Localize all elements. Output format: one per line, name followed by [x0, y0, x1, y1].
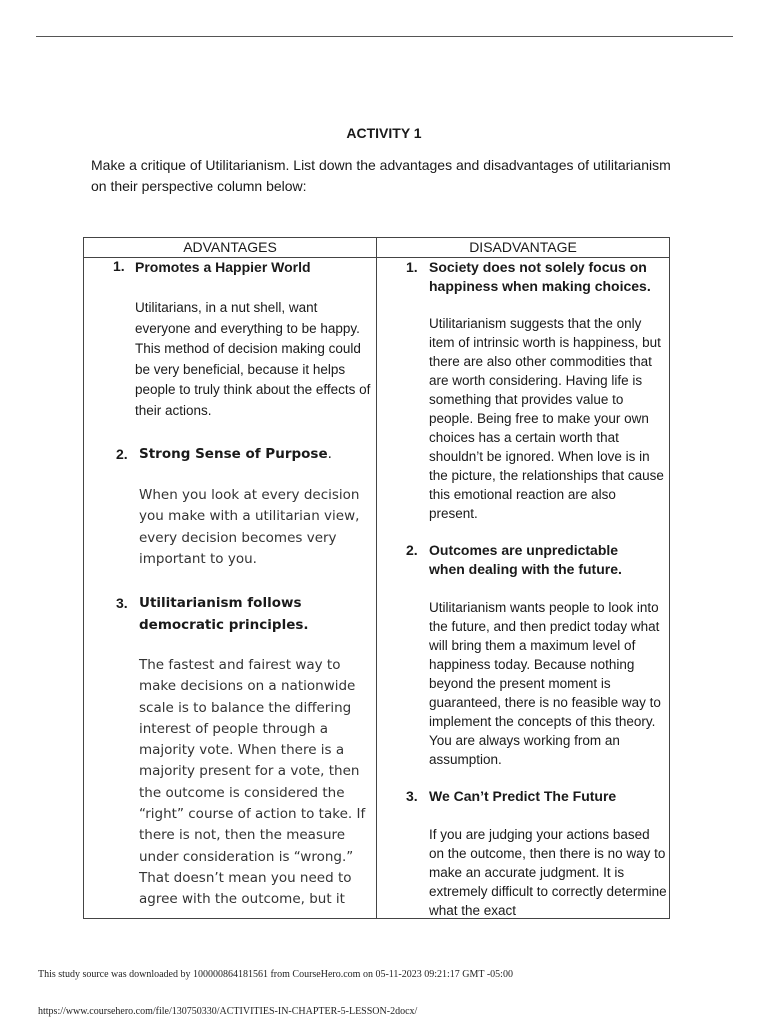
disadvantage-heading: Outcomes are unpredictable when dealing with the future. [429, 542, 622, 577]
advantage-heading: Utilitarianism follows democratic principles. [139, 595, 309, 633]
disadvantage-number: 1. [406, 259, 418, 275]
advantages-column [84, 238, 377, 918]
disadvantage-body: If you are judging your actions based on the outcome, then there is no way to make an accurate judgment. It is extremely difficult to correctly determine what the exact [429, 827, 667, 918]
disadvantage-body: Utilitarianism suggests that the only item of intrinsic worth is happiness, but there are also other commodities that are worth considering. Having life is something that provides value to people. Being free to make your own choices has a certain worth that shouldn’t be ignored. When love is in the picture, the relationships that cause this emotional reaction are also present. [429, 316, 664, 521]
source-url: https://www.coursehero.com/file/130750330/ACTIVITIES-IN-CHAPTER-5-LESSON-2docx/ [38, 1006, 418, 1017]
advantage-body: The fastest and fairest way to make decisions on a nationwide scale is to balance the differing interest of people through a majority vote. When there is a majority present for a vote, then the outcome is considered the “right” course of action to take. If there is not, then the measure under consideration is “wrong.” That doesn’t mean you need to agree with the outcome, but it [139, 657, 366, 908]
advantage-heading-text: Strong Sense of Purpose [139, 446, 328, 462]
advantage-number: 2. [116, 446, 128, 462]
advantage-heading [139, 443, 371, 465]
advantage-heading: Promotes a Happier World [135, 259, 311, 275]
disadvantage-heading: We Can’t Predict The Future [429, 788, 617, 804]
advantage-body: Utilitarians, in a nut shell, want everyone and everything to be happy. This method of decision making could be very beneficial, because it helps people to truly think about the effects of their actions. [135, 300, 371, 418]
disadvantages-header: DISADVANTAGE [377, 238, 669, 258]
advantage-number: 3. [116, 595, 128, 611]
page-title: ACTIVITY 1 [346, 125, 422, 141]
advantages-header: ADVANTAGES [84, 238, 376, 258]
disadvantage-number: 2. [406, 542, 418, 558]
disadvantage-number: 3. [406, 788, 418, 804]
disadvantage-heading: Society does not solely focus on happiness when making choices. [429, 259, 651, 294]
critique-table [83, 237, 670, 919]
advantage-body: When you look at every decision you make with a utilitarian view, every decision becomes very important to you. [139, 487, 360, 567]
header-rule [36, 36, 733, 37]
download-notice: This study source was downloaded by 100000864181561 from CourseHero.com on 05-11-2023 09:21:17 GMT -05:00 [38, 969, 513, 980]
disadvantages-column [377, 238, 669, 918]
intro-paragraph: Make a critique of Utilitarianism. List down the advantages and disadvantages of utilitarianism on their perspective column below: [91, 157, 671, 194]
advantage-heading-suffix: . [327, 446, 332, 462]
advantage-number: 1. [113, 258, 125, 274]
disadvantage-body: Utilitarianism wants people to look into the future, and then predict today what will bring them a maximum level of happiness today. Because nothing beyond the present moment is guaranteed, there is no feasible way to implement the concepts of this theory. You are always working from an assumption. [429, 600, 661, 767]
